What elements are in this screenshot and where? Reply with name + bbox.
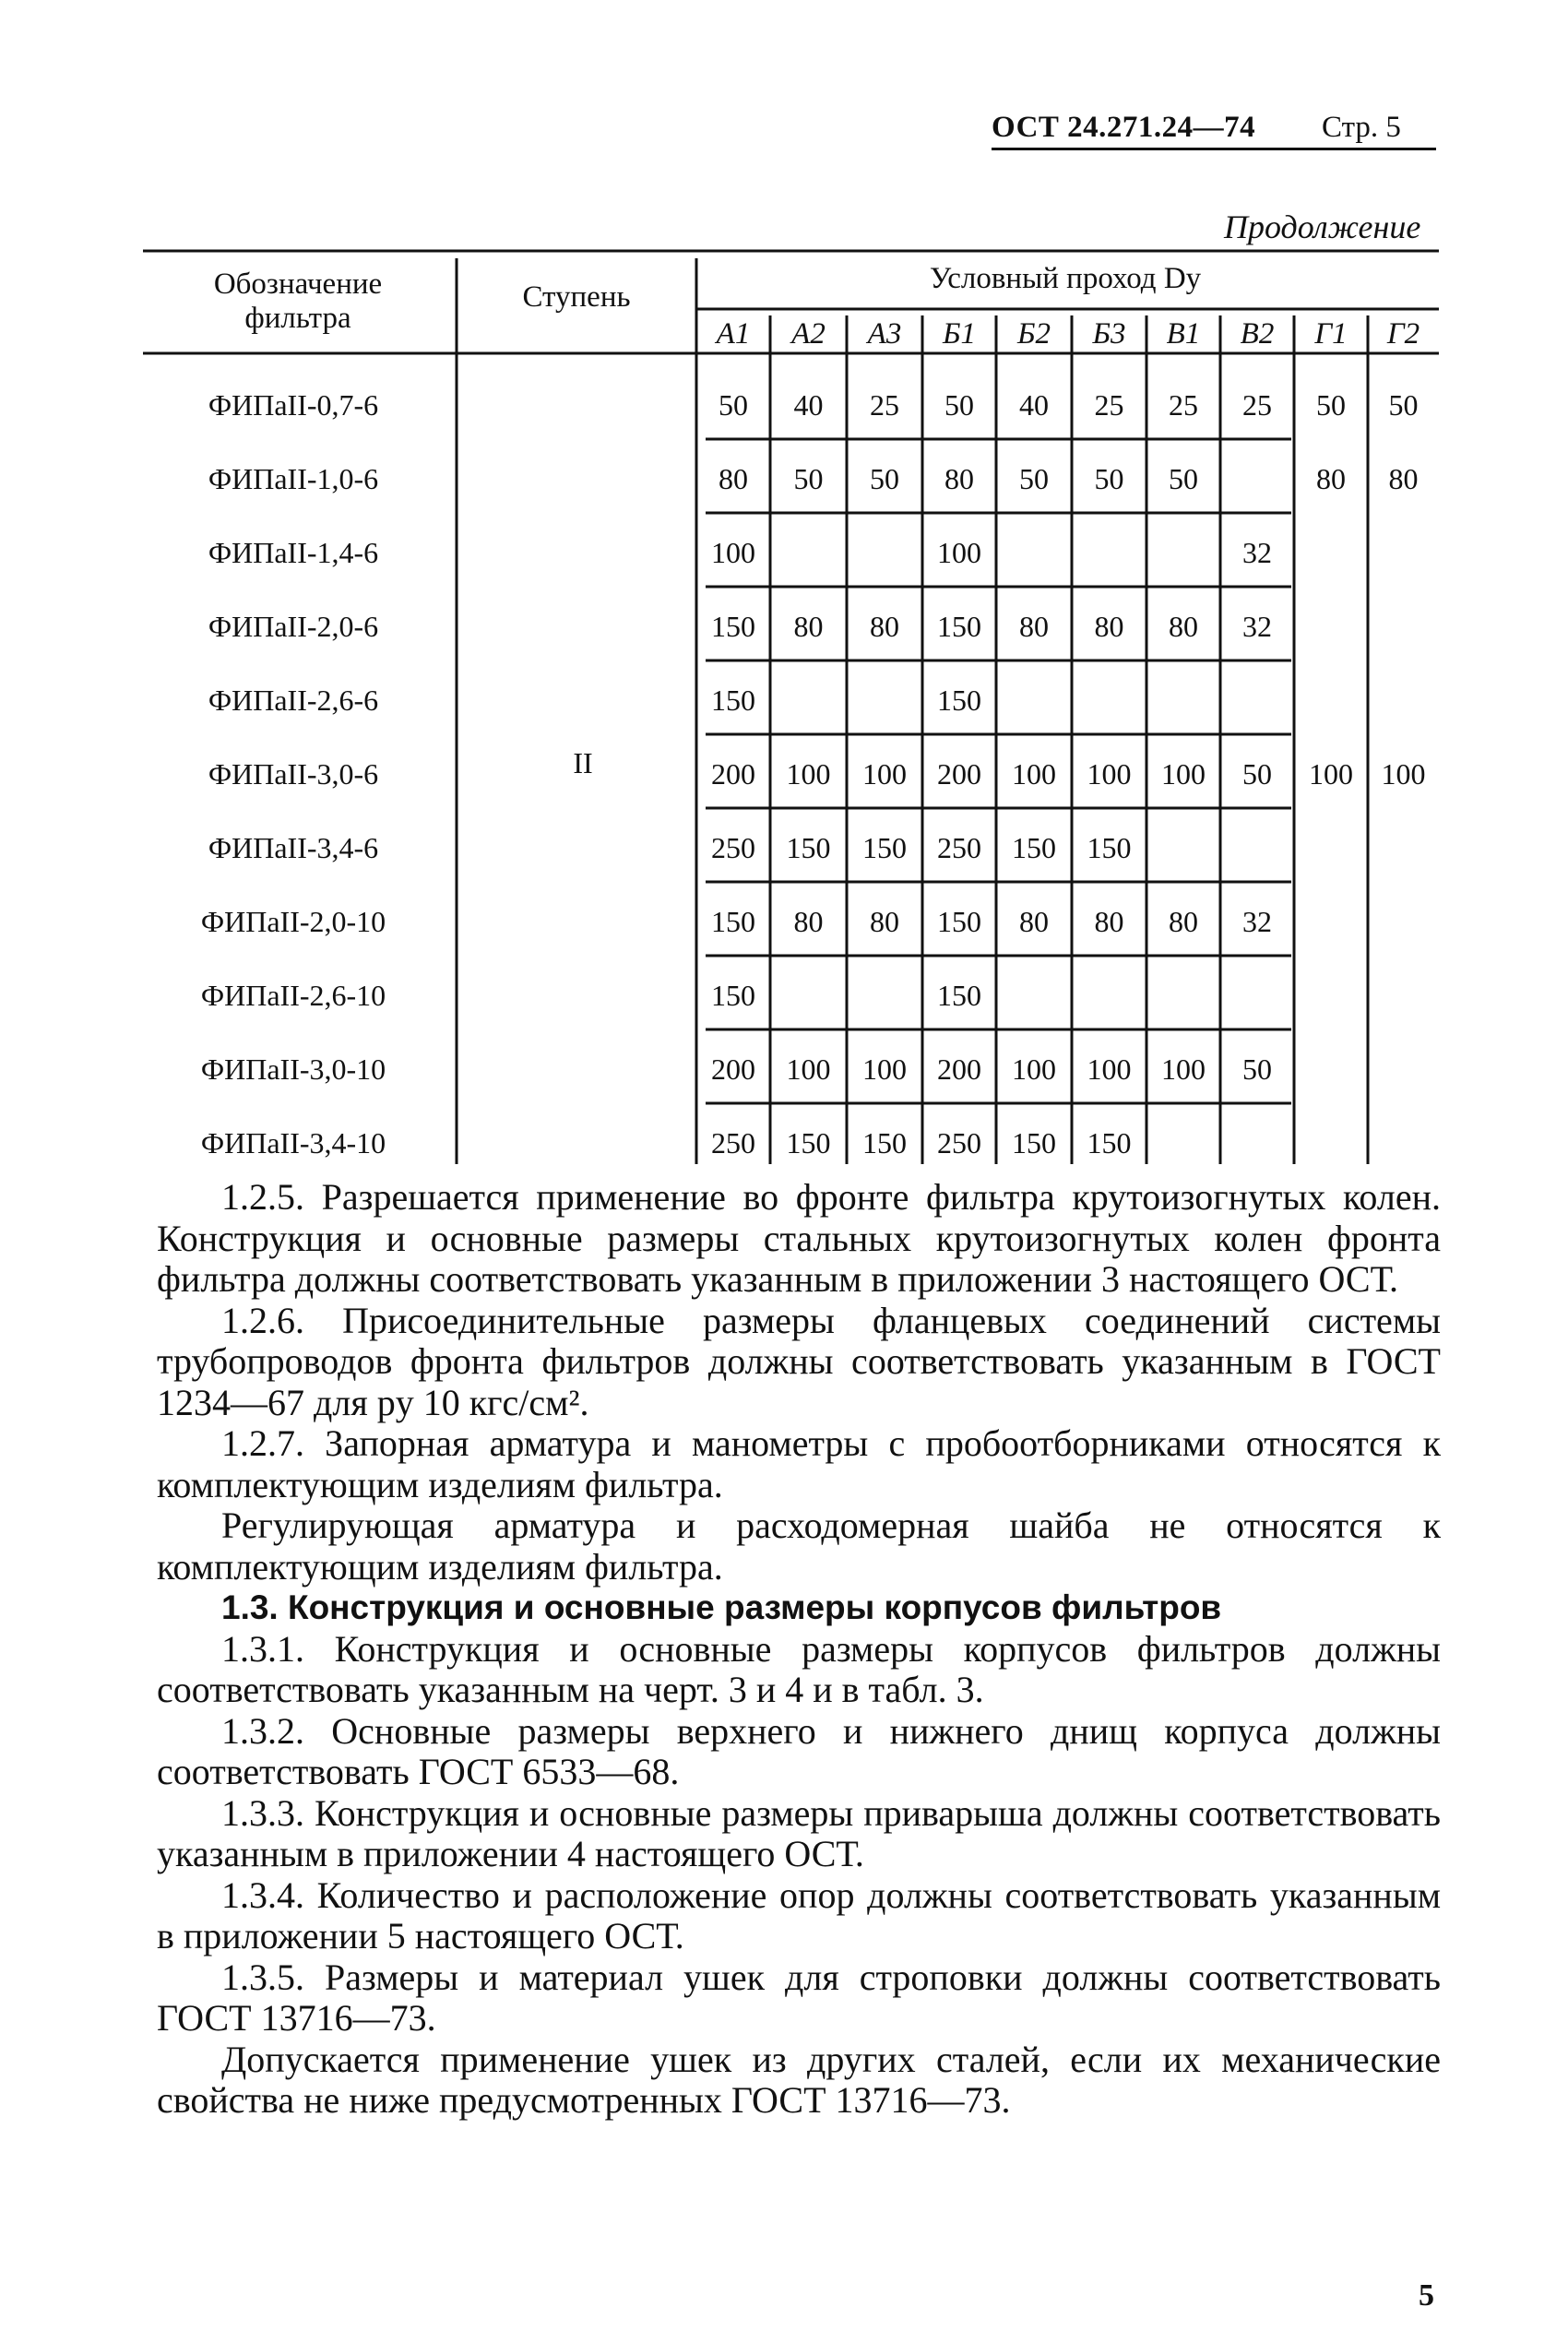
body-text [157,1177,1441,2122]
paragraph-regulating: Регулирующая арматура и расходомерная шайба не относятся к комплектующим изделиям фильтра. [157,1504,1441,1588]
table-cell: 80 [870,905,899,938]
standard-code: ОСТ 24.271.24—74 [992,111,1256,144]
table-cell: 100 [786,757,831,791]
page-label: Стр. 5 [1322,111,1401,144]
paragraph-1-2-5: 1.2.5. Разрешается применение во фронте фильтра крутоизогнутых колен. Конструкция и основные размеры стальных крутоизогнутых колен фронта фильтра должны соответствовать указанным в приложении 3 настоящего ОСТ. [157,1176,1441,1300]
table-cell: 150 [711,684,755,717]
passage-header: Условный проход Dу [929,262,1202,295]
stage-header: Ступень [522,280,631,314]
table-cell: 32 [1242,610,1272,643]
table-cell: 150 [937,905,981,938]
section-heading-1-3: 1.3. Конструкция и основные размеры корпусов фильтров [221,1588,1222,1626]
table-cell: 80 [1169,905,1198,938]
table-cell: 100 [711,536,755,569]
filter-designation: ФИПаII-3,4-6 [208,831,379,864]
table-cell: 150 [937,684,981,717]
paragraph-lugs: Допускается применение ушек из других сталей, если их механические свойства не ниже предусмотренных ГОСТ 13716—73. [157,2038,1441,2121]
column-lines [457,315,1368,1164]
table-cell: 80 [1388,462,1419,495]
table-cell: 50 [1169,462,1198,495]
subcolumn-header: Г2 [1386,317,1420,351]
table-cell: 250 [711,831,755,864]
table-cell: 150 [1012,1126,1056,1160]
table-cell: 40 [793,388,824,422]
table-cell: 50 [870,462,899,495]
table-cell: 100 [1381,757,1426,791]
table-cell: 150 [862,1126,907,1160]
subcolumn-header: Б2 [1017,317,1051,351]
table-cell: 250 [937,1126,981,1160]
table-cell: 80 [1019,610,1049,643]
designation-header-line1: Обозначение [213,268,383,301]
table-cell: 100 [862,757,907,791]
table-cell: 80 [870,610,899,643]
table-cell: 150 [1087,831,1132,864]
paragraph-1-3-4: 1.3.4. Количество и расположение опор должны соответствовать указанным в приложении 5 настоящего ОСТ. [157,1873,1441,1956]
table-cell: 150 [1087,1126,1132,1160]
table-cell: 50 [1019,462,1049,495]
table-cell: 200 [711,1053,755,1086]
table-cell: 80 [719,462,748,495]
table-cell: 100 [1309,757,1353,791]
subcolumn-header: A3 [867,317,902,351]
table-continued-label: Продолжение [1224,208,1421,245]
filter-designation: ФИПаII-1,0-6 [208,462,379,495]
table-cell: 50 [793,462,824,495]
table-cell: 250 [711,1126,755,1160]
table-cell: 50 [1388,388,1419,422]
table-cell: 40 [1019,388,1049,422]
table-cell: 50 [1242,757,1272,791]
table-cell: 250 [937,831,981,864]
filter-designation: ФИПаII-2,6-10 [200,979,386,1012]
table-cell: 150 [937,610,981,643]
table-cell: 100 [1012,757,1056,791]
subcolumn-header: В1 [1166,317,1201,351]
page-number: 5 [1419,2278,1434,2313]
designation-header-line2: фильтра [244,302,351,335]
subcolumn-header: Б1 [943,317,976,351]
subcolumn-headers [715,317,1420,351]
subcolumn-header: Г1 [1314,317,1348,351]
table-cell: 100 [1161,757,1206,791]
subcolumn-header: Б3 [1092,317,1126,351]
paragraph-1-3-5: 1.3.5. Размеры и материал ушек для строповки должны соответствовать ГОСТ 13716—73. [157,1956,1441,2039]
filter-designation: ФИПаII-3,0-6 [208,757,379,791]
table-cell: 50 [1242,1053,1272,1086]
filter-designation: ФИПаII-3,4-10 [200,1126,386,1160]
paragraph-1-2-7: 1.2.7. Запорная арматура и манометры с пробоотборниками относятся к комплектующим изделиям фильтра. [157,1422,1441,1505]
table-cell: 25 [1169,388,1198,422]
table-cell: 50 [944,388,974,422]
table-cell: 32 [1242,536,1272,569]
table-cell: 80 [793,610,824,643]
paragraph-1-3-1: 1.3.1. Конструкция и основные размеры корпусов фильтров должны соответствовать указанным на черт. 3 и 4 и в табл. 3. [157,1627,1441,1710]
table-cell: 80 [1316,462,1346,495]
table-cell: 80 [1019,905,1049,938]
table-cell: 200 [937,1053,981,1086]
filter-designation: ФИПаII-3,0-10 [200,1053,386,1086]
table-cell: 200 [711,757,755,791]
table-cell: 150 [711,979,755,1012]
table-cell: 100 [1012,1053,1056,1086]
subcolumn-header: A1 [716,317,751,351]
table-cell: 25 [1094,388,1124,422]
paragraph-1-2-6: 1.2.6. Присоединительные размеры фланцевых соединений системы трубопроводов фронта фильтров должны соответствовать указанным в ГОСТ 1234—67 для pу 10 кгс/см². [157,1299,1441,1423]
table-cell: 80 [1094,905,1124,938]
paragraph-1-3-2: 1.3.2. Основные размеры верхнего и нижнего днищ корпуса должны соответствовать ГОСТ 6533—68. [157,1709,1441,1792]
table-cell: 32 [1242,905,1272,938]
paragraph-1-3-3: 1.3.3. Конструкция и основные размеры приварыша должны соответствовать указанным в приложении 4 настоящего ОСТ. [157,1791,1441,1874]
table-cell: 50 [1316,388,1346,422]
table-cell: 100 [1161,1053,1206,1086]
table-cell: 200 [937,757,981,791]
stage-value: II [573,746,593,779]
filter-designation: ФИПаII-0,7-6 [208,388,379,422]
filter-designation: ФИПаII-2,6-6 [208,684,379,717]
table-cells [711,388,1426,1160]
table-cell: 25 [870,388,899,422]
table-cell: 150 [711,610,755,643]
filter-designation: ФИПаII-2,0-6 [208,610,379,643]
table-cell: 50 [719,388,748,422]
table-cell: 150 [786,831,831,864]
table-cell: 80 [793,905,824,938]
table-cell: 100 [1087,757,1132,791]
subcolumn-header: В2 [1240,317,1275,351]
table-cell: 25 [1242,388,1272,422]
table-cell: 150 [937,979,981,1012]
filter-designation: ФИПаII-2,0-10 [200,905,386,938]
table-cell: 150 [786,1126,831,1160]
table-cell: 150 [711,905,755,938]
table-cell: 100 [1087,1053,1132,1086]
row-names [201,388,386,1160]
subcolumn-header: A2 [791,317,826,351]
table-cell: 50 [1094,462,1124,495]
table-cell: 80 [1094,610,1124,643]
table-cell: 80 [944,462,974,495]
table-cell: 150 [1012,831,1056,864]
table-cell: 150 [862,831,907,864]
table-cell: 100 [786,1053,831,1086]
filter-designation: ФИПаII-1,4-6 [208,536,379,569]
table-cell: 80 [1169,610,1198,643]
table-cell: 100 [862,1053,907,1086]
table-cell: 100 [937,536,981,569]
